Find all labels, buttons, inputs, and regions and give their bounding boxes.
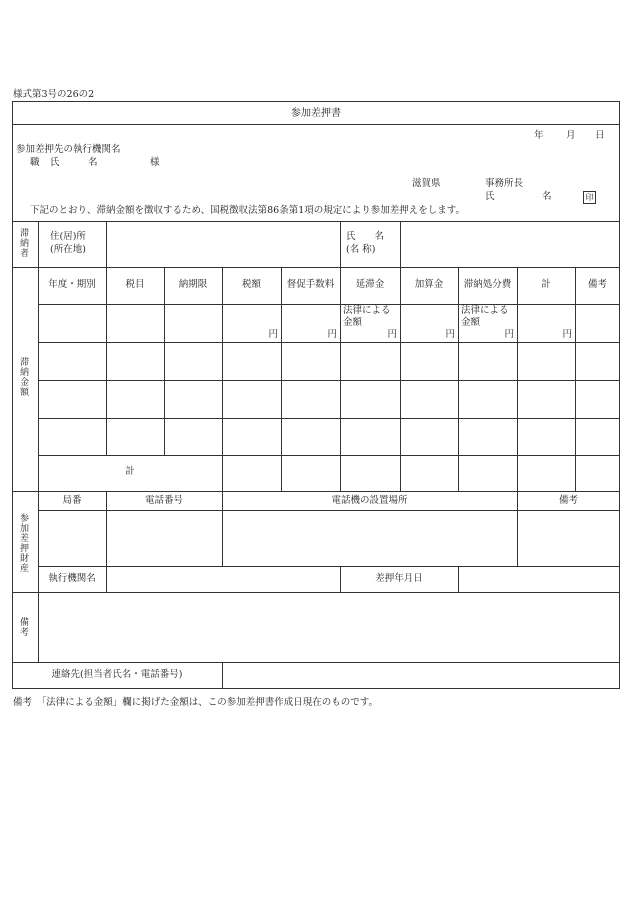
seizure-date-label: 差押年月日 — [375, 573, 423, 584]
name-label: 氏 名 — [346, 231, 385, 242]
divider — [400, 221, 401, 267]
divider — [400, 267, 401, 491]
recipient-position: 職 — [30, 157, 40, 168]
divider — [222, 662, 223, 689]
taxpayer-section-label: 滞納者 — [18, 228, 28, 258]
divider — [164, 267, 165, 455]
divider — [458, 566, 459, 592]
yen-unit: 円 — [268, 329, 278, 340]
date-month: 月 — [566, 130, 576, 141]
header-delinquency-charge: 延滞金 — [355, 279, 385, 290]
recipient-label: 参加差押先の執行機関名 — [16, 144, 121, 155]
arrears-section-label: 滞納金額 — [18, 357, 28, 397]
form-title: 参加差押書 — [291, 108, 341, 119]
recipient-name: 氏 名 — [50, 157, 98, 168]
header-remarks: 備考 — [587, 279, 607, 290]
remarks-section-label: 備考 — [18, 617, 28, 637]
divider — [106, 267, 107, 455]
total-row-label: 計 — [125, 466, 135, 477]
divider — [38, 304, 620, 305]
yen-unit: 円 — [445, 329, 455, 340]
footnote: 備考 「法律による金額」欄に掲げた金額は、この参加差押書作成日現在のものです。 — [13, 697, 378, 708]
divider — [38, 510, 620, 511]
divider — [106, 221, 107, 267]
agency-label: 執行機関名 — [48, 573, 96, 584]
header-additional-tax: 加算金 — [414, 279, 444, 290]
divider — [12, 662, 620, 663]
property-section-label: 参加差押財産 — [18, 513, 28, 573]
seal-box: 印 — [583, 191, 596, 204]
yen-unit: 円 — [327, 329, 337, 340]
divider — [38, 418, 620, 419]
divider — [38, 566, 620, 567]
divider — [517, 267, 518, 491]
intro-text: 下記のとおり、滞納金額を徴収するため、国税徴収法第86条第1項の規定により参加差押えをします。 — [30, 205, 465, 216]
header-phone-location: 電話機の設置場所 — [331, 495, 408, 506]
divider — [38, 455, 620, 456]
divider — [340, 221, 341, 267]
issuer-pref: 滋賀県 — [412, 178, 441, 189]
divider — [12, 267, 620, 268]
header-disposition-cost: 滞納処分費 — [463, 279, 512, 290]
header-phone-number: 電話番号 — [144, 495, 183, 506]
divider — [12, 124, 620, 125]
yen-unit: 円 — [387, 329, 397, 340]
address-label: 住(居)所 — [50, 231, 86, 242]
header-demand-fee: 督促手数料 — [286, 279, 335, 290]
date-year: 年 — [534, 130, 544, 141]
header-tax-amount: 税額 — [241, 279, 261, 290]
divider — [38, 221, 39, 491]
header-total: 計 — [541, 279, 551, 290]
date-day: 日 — [595, 130, 605, 141]
form-frame — [12, 101, 620, 689]
header-area-code: 局番 — [62, 495, 82, 506]
yen-unit: 円 — [504, 329, 514, 340]
divider — [12, 491, 620, 492]
header-property-remarks: 備考 — [558, 495, 578, 506]
header-due-date: 納期限 — [178, 279, 208, 290]
legal-amount-note-2: 金額 — [461, 317, 481, 328]
divider — [38, 380, 620, 381]
recipient-honorific: 様 — [150, 157, 160, 168]
address-sub-label: (所在地) — [50, 244, 86, 255]
legal-amount-note: 法律による — [461, 305, 509, 316]
divider — [281, 267, 282, 491]
divider — [222, 267, 223, 491]
divider — [38, 342, 620, 343]
header-tax-item: 税目 — [125, 279, 145, 290]
divider — [38, 592, 39, 662]
divider — [458, 267, 459, 491]
legal-amount-note: 法律による — [343, 305, 391, 316]
divider — [12, 592, 620, 593]
name-sub-label: (名 称) — [346, 244, 376, 255]
header-year-period: 年度・期別 — [48, 279, 96, 290]
contact-label: 連絡先(担当者氏名・電話番号) — [51, 669, 183, 680]
issuer-name-label: 氏 名 — [485, 191, 552, 202]
divider — [12, 221, 620, 222]
divider — [575, 267, 576, 491]
legal-amount-note-2: 金額 — [343, 317, 363, 328]
divider — [340, 267, 341, 491]
form-number: 様式第3号の26の2 — [13, 89, 95, 100]
issuer-office: 事務所長 — [485, 178, 524, 189]
yen-unit: 円 — [562, 329, 572, 340]
